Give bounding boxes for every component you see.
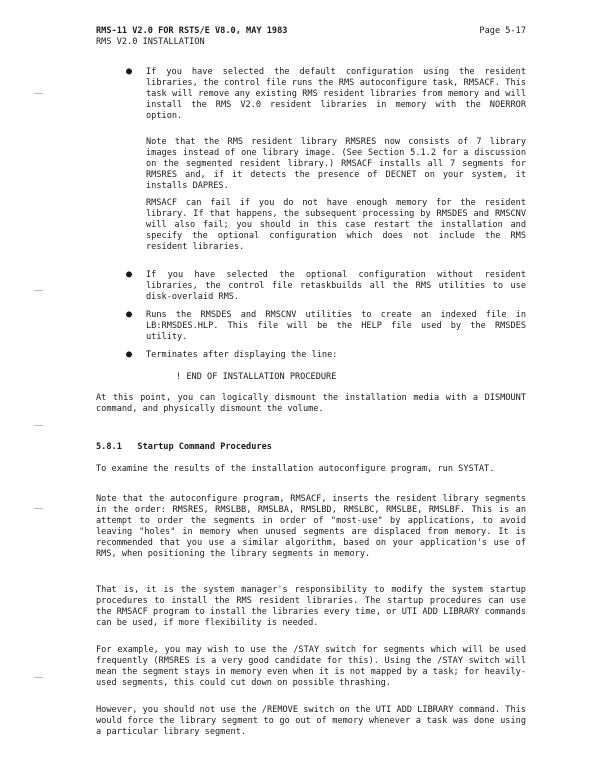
- margin-mark: [34, 677, 43, 678]
- list-item-text: RMSACF can fail if you do not have enough memory for the resident library. If that happens, the subsequent processing by RMSDES and RMSCNV will also fail; you should in this case restart the installation and specify the optional configuration which does not include the RMS resident libraries.: [146, 198, 526, 252]
- list-item-continuation: [146, 198, 526, 253]
- section-heading: [96, 442, 526, 453]
- list-item-text: Note that the RMS resident library RMSRES now consists of 7 library images instead of one library image. (See Section 5.1.2 for a discussion on the segmented resident library.) RMSACF installs all 7 segments for RMSRES and, if it detects the presence of DECNET on your system, it installs DAPRES.: [146, 137, 526, 191]
- body-paragraph: To examine the results of the installation autoconfigure program, run SYSTAT.: [96, 464, 495, 474]
- list-item: [146, 310, 526, 343]
- list-item-text: If you have selected the default configuration using the resident libraries, the control file runs the RMS autoconfigure task, RMSACF. This task will remove any existing RMS resident libraries from memory and will install the RMS V2.0 resident libraries in memory with the NOERROR option.: [146, 67, 526, 121]
- section-number: 5.8.1: [96, 442, 122, 452]
- bullet-marker: ●: [126, 66, 133, 77]
- body-paragraph: That is, it is the system manager's responsibility to modify the system startup procedures to install the RMS resident libraries. The startup procedures can use the RMSACF program to install the libraries every time, or UTI ADD LIBRARY commands can be used, if more flexibility is needed.: [96, 585, 526, 628]
- list-item-text: If you have selected the optional configuration without resident libraries, the control file retaskbuilds all the RMS utilities to use disk-overlaid RMS.: [146, 270, 526, 302]
- margin-mark: [34, 93, 43, 94]
- body-paragraph: However, you should not use the /REMOVE switch on the UTI ADD LIBRARY command. This would force the library segment to go out of memory whenever a task was done using a particular library segment.: [96, 705, 526, 737]
- list-item-text: Runs the RMSDES and RMSCNV utilities to create an indexed file in LB:RMSDES.HLP. This file will be the HELP file used by the RMSDES utility.: [146, 310, 526, 342]
- bullet-marker: ●: [126, 309, 133, 320]
- list-item-continuation: [146, 137, 526, 192]
- body-paragraph: For example, you may wish to use the /STAY switch for segments which will be used frequently (RMSRES is a very good candidate for this). Using the /STAY switch will mean the segment stays in memory even when it is not mapped by a task; for heavily-used segments, this could cut down on possible thrashing.: [96, 645, 526, 688]
- document-title: RMS-11 V2.0 FOR RSTS/E V8.0, MAY 1983: [96, 26, 288, 36]
- bullet-marker: ●: [126, 269, 133, 280]
- chapter-subtitle: RMS V2.0 INSTALLATION: [96, 37, 205, 47]
- body-paragraph: At this point, you can logically dismount the installation media with a DISMOUNT command, and physically dismount the volume.: [96, 393, 526, 414]
- list-item: [146, 67, 526, 122]
- margin-mark: [34, 290, 43, 291]
- section-title: Startup Command Procedures: [137, 442, 272, 452]
- page-number: Page 5-17: [479, 26, 526, 36]
- margin-mark: [34, 508, 43, 509]
- list-item: [146, 270, 526, 303]
- terminal-output-line: ! END OF INSTALLATION PROCEDURE: [176, 372, 337, 382]
- list-item: [146, 350, 526, 361]
- running-header: [96, 26, 526, 37]
- body-paragraph: Note that the autoconfigure program, RMSACF, inserts the resident library segments in the order: RMSRES, RMSLBB, RMSLBA, RMSLBD, RMSLBC, RMSLBE, RMSLBF. This is an attempt to order the segments in order of "most-use" by applications, to avoid leaving "holes" in memory when unused segments are displaced from memory. It is recommended that you use a similar algorithm, based on your application's use of RMS, when positioning the library segments in memory.: [96, 494, 526, 559]
- bullet-marker: ●: [126, 349, 133, 360]
- margin-mark: [34, 425, 43, 426]
- list-item-text: Terminates after displaying the line:: [146, 350, 338, 360]
